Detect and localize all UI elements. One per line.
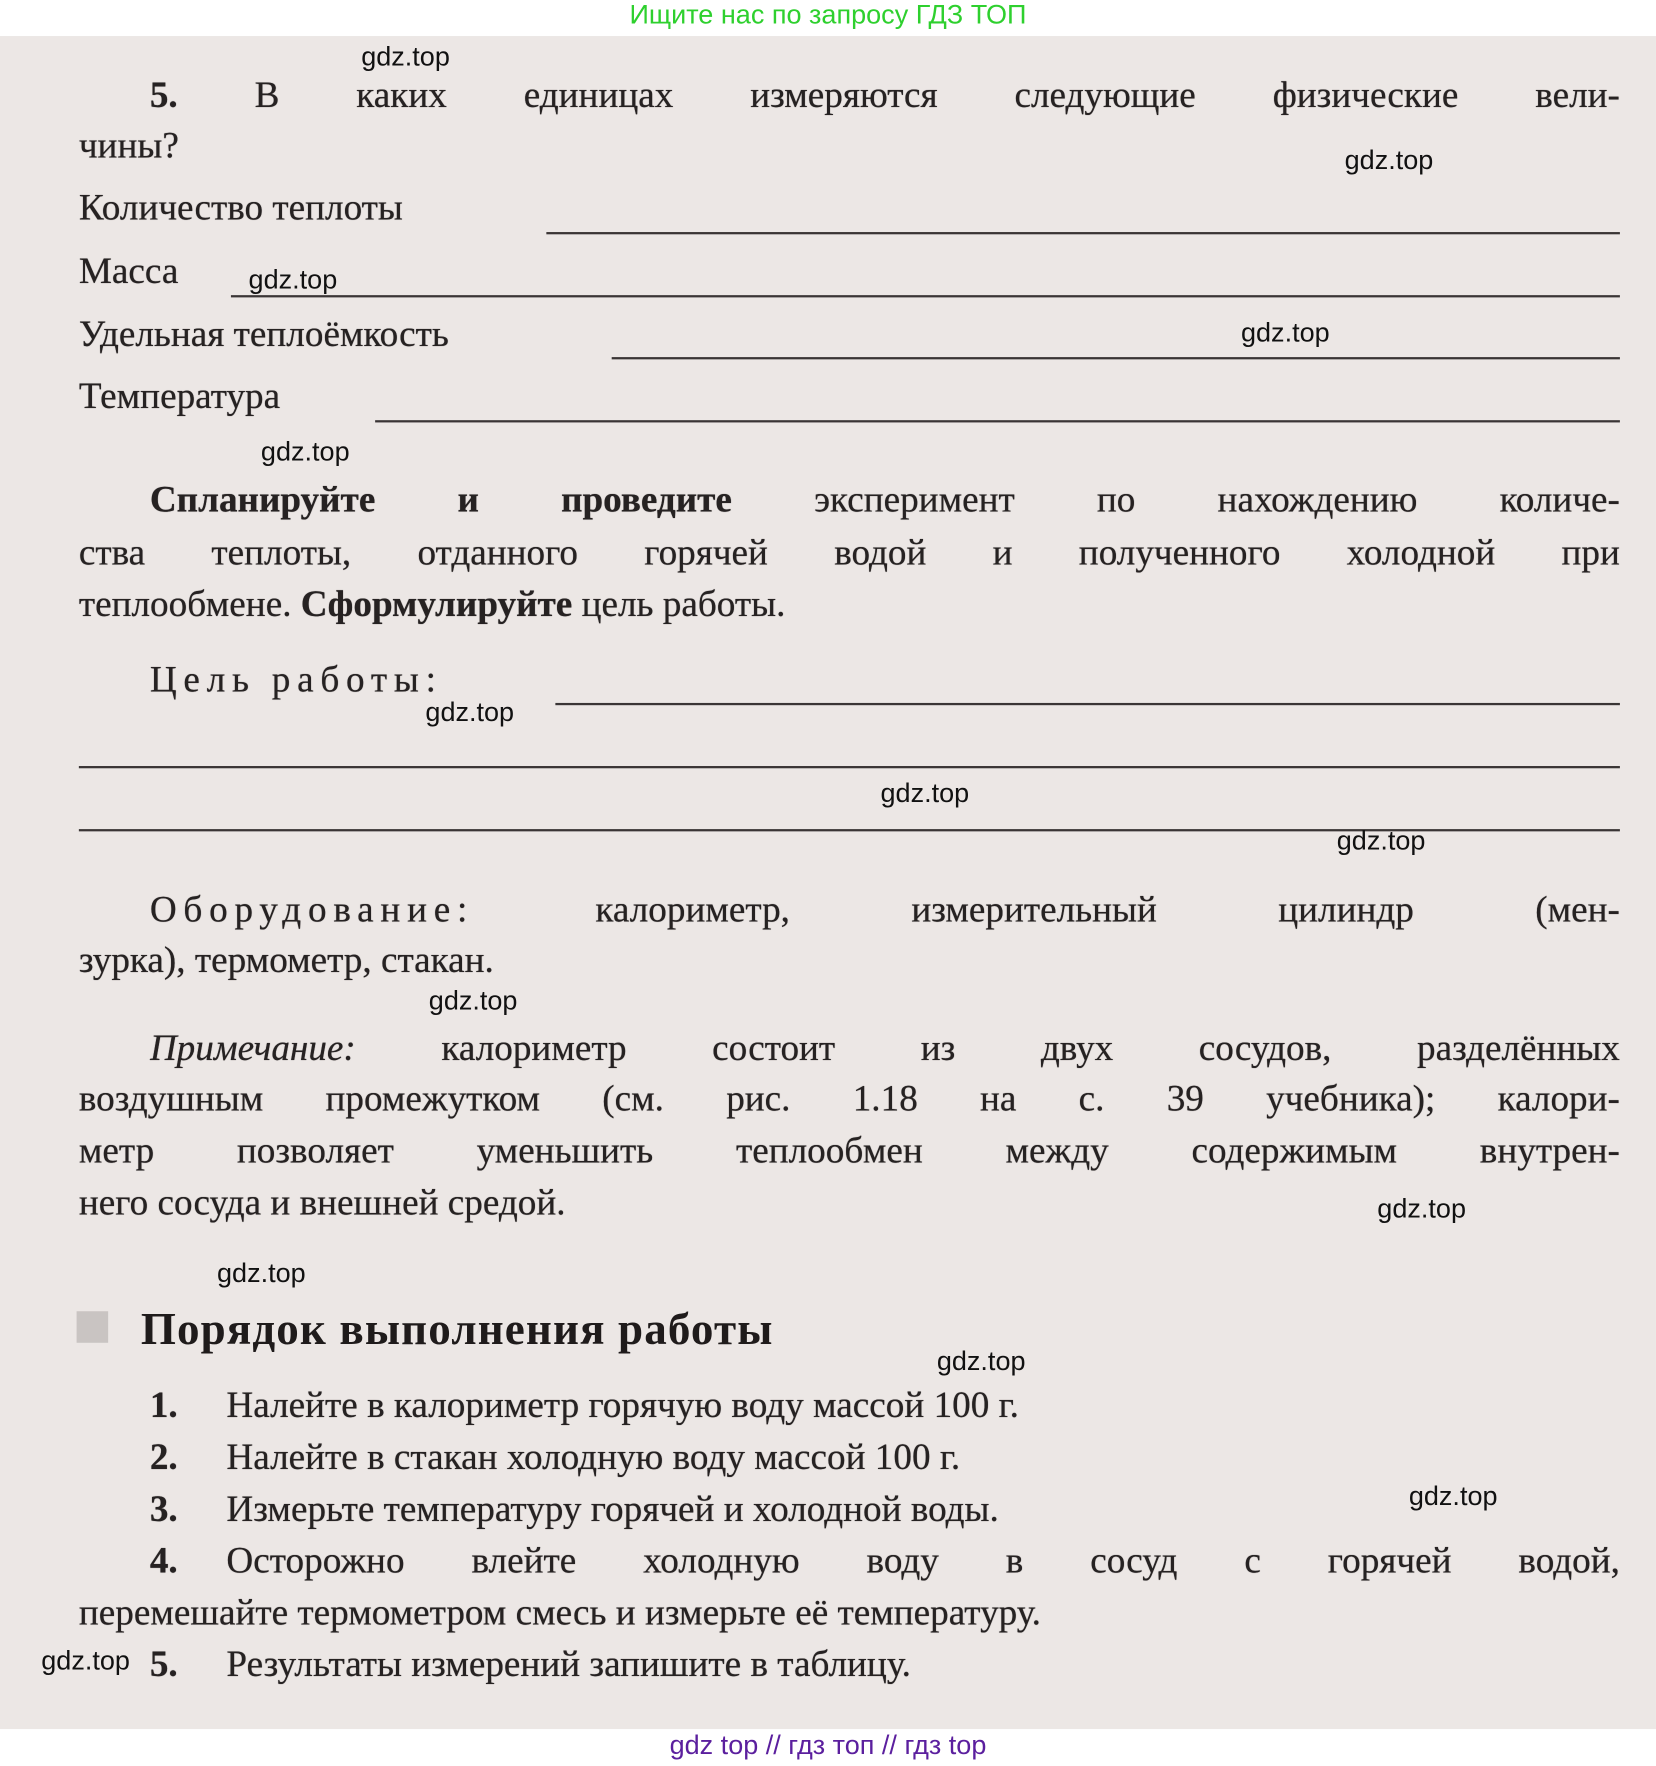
step-4 — [150, 1539, 1620, 1584]
step-text: Измерьте температуру горячей и холодной воды. — [226, 1489, 999, 1530]
answer-line-heat[interactable] — [546, 232, 1620, 234]
watermark: gdz.top — [936, 1346, 1026, 1377]
step-number: 5. — [149, 1644, 178, 1686]
watermark: gdz.top — [880, 778, 970, 809]
goal-label: Цель работы: — [149, 660, 443, 701]
note-line3: метр позволяет уменьшить теплообмен между содержимым внутрен- — [78, 1131, 1620, 1172]
step-text: Налейте в стакан холодную воду массой 100 г. — [226, 1437, 961, 1478]
answer-line-temperature[interactable] — [375, 420, 1620, 422]
field-label-specific-heat: Удельная теплоёмкость — [78, 314, 449, 355]
watermark: gdz.top — [425, 697, 515, 728]
equipment-text: калориметр, измерительный цилиндр (мен- — [474, 889, 1620, 931]
note-line4: него сосуда и внешней средой. — [78, 1182, 566, 1224]
question5-line2: чины? — [78, 126, 179, 167]
question5-line1 — [150, 73, 1620, 118]
watermark: gdz.top — [1240, 317, 1330, 349]
step-3 — [150, 1487, 999, 1532]
watermark: gdz.top — [361, 41, 450, 73]
watermark: gdz.top — [1408, 1481, 1498, 1512]
instruction-line2: ства теплоты, отданного горячей водой и полученного холодной при — [78, 532, 1620, 574]
watermark: gdz.top — [1377, 1194, 1466, 1225]
instruction-bold: Спланируйте и проведите — [149, 479, 732, 521]
watermark: gdz.top — [428, 985, 518, 1017]
note-text: калориметр состоит из двух сосудов, разделённых — [355, 1028, 1620, 1070]
instruction-text: теплообмене. — [78, 584, 301, 626]
watermark: gdz.top — [217, 1258, 306, 1289]
answer-line-mass[interactable] — [231, 295, 1620, 297]
step-2 — [150, 1435, 960, 1480]
watermark: gdz.top — [248, 264, 338, 296]
watermark: gdz.top — [260, 437, 350, 468]
answer-line-specific-heat[interactable] — [612, 357, 1620, 359]
top-banner: Ищите нас по запросу ГДЗ ТОП — [0, 0, 1656, 36]
step-number: 3. — [149, 1489, 178, 1530]
goal-answer-line-1[interactable] — [555, 703, 1620, 705]
bottom-banner: gdz top // гдз топ // гдз top — [0, 1729, 1656, 1766]
field-label-mass: Масса — [78, 251, 179, 292]
equipment-label: Оборудование: — [149, 889, 475, 931]
step-1 — [150, 1383, 1019, 1428]
section-bullet-icon — [77, 1311, 109, 1343]
step-4-continued: перемешайте термометром смесь и измерьте её температуру. — [78, 1592, 1041, 1634]
equipment-line2: зурка), термометр, стакан. — [78, 940, 494, 982]
instruction-text: эксперимент по нахождению количе- — [731, 479, 1620, 521]
instruction-text: цель работы. — [572, 584, 786, 626]
watermark: gdz.top — [1344, 145, 1434, 176]
step-5 — [150, 1642, 911, 1687]
procedure-heading: Порядок выполнения работы — [140, 1303, 774, 1355]
goal-answer-line-2[interactable] — [79, 766, 1620, 768]
watermark: gdz.top — [41, 1645, 130, 1677]
instruction-line3 — [79, 582, 786, 627]
step-text: Результаты измерений запишите в таблицу. — [226, 1644, 911, 1686]
instruction-bold: Сформулируйте — [300, 584, 573, 626]
step-number: 4. — [149, 1541, 178, 1582]
note-line1 — [150, 1026, 1620, 1071]
field-label-temperature: Температура — [78, 376, 281, 417]
step-text: Осторожно влейте холодную воду в сосуд с горячей водой, — [226, 1541, 1620, 1582]
instruction-line1 — [150, 478, 1620, 523]
note-label: Примечание: — [149, 1028, 356, 1070]
question-text: В каких единицах измеряются следующие физические вели- — [254, 75, 1620, 117]
step-number: 2. — [149, 1437, 178, 1478]
watermark: gdz.top — [1336, 825, 1426, 857]
equipment-line1 — [150, 888, 1620, 933]
field-label-heat: Количество теплоты — [78, 188, 403, 229]
step-number: 1. — [149, 1385, 178, 1427]
step-text: Налейте в калориметр горячую воду массой 100 г. — [226, 1385, 1019, 1427]
question-number: 5. — [149, 75, 178, 117]
note-line2: воздушным промежутком (см. рис. 1.18 на с. 39 учебника); калори- — [78, 1079, 1620, 1120]
